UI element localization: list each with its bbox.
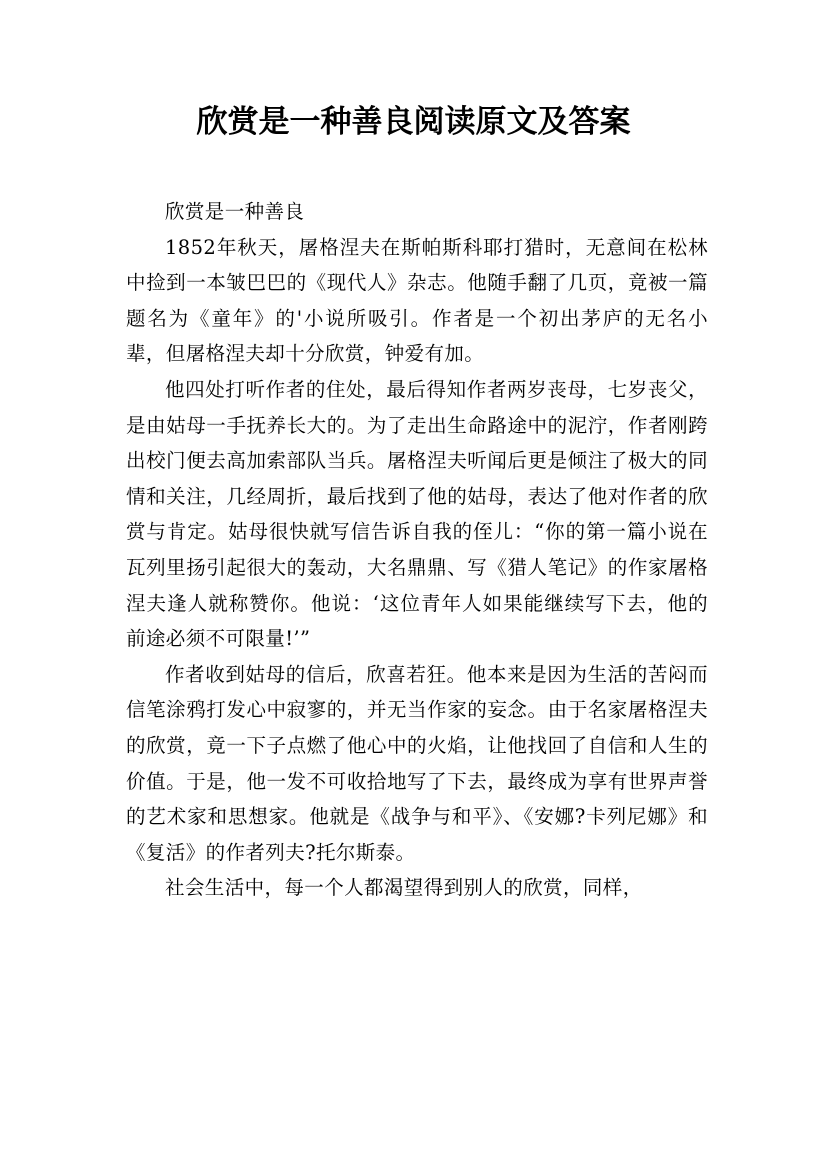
document-body xyxy=(126,194,708,906)
paragraph-subtitle: 欣赏是一种善良 xyxy=(165,200,305,223)
paragraph: 他四处打听作者的住处，最后得知作者两岁丧母，七岁丧父，是由姑母一手抚养长大的。为了走出生命路途中的泥泞，作者刚跨出校门便去高加索部队当兵。屠格涅夫听闻后更是倾注了极大的同情和关注，几经周折，最后找到了他的姑母，表达了他对作者的欣赏与肯定。姑母很快就写信告诉自我的侄儿：“你的第一篇小说在瓦列里扬引起很大的轰动，大名鼎鼎、写《猎人笔记》的作家屠格涅夫逢人就称赞你。他说：‘这位青年人如果能继续写下去，他的前途必须不可限量!’” xyxy=(126,377,708,651)
document-title: 欣赏是一种善良阅读原文及答案 xyxy=(196,104,631,140)
paragraph: 社会生活中，每一个人都渴望得到别人的欣赏，同样， xyxy=(165,876,643,900)
paragraph: 1852年秋天，屠格涅夫在斯帕斯科耶打猎时，无意间在松林中捡到一本皱巴巴的《现代人》杂志。他随手翻了几页，竟被一篇题名为《童年》的'小说所吸引。作者是一个初出茅庐的无名小辈，但屠格涅夫却十分欣赏，钟爱有加。 xyxy=(126,235,708,366)
paragraph: 作者收到姑母的信后，欣喜若狂。他本来是因为生活的苦闷而信笔涂鸦打发心中寂寥的，并无当作家的妄念。由于名家屠格涅夫的欣赏，竟一下子点燃了他心中的火焰，让他找回了自信和人生的价值。于是，他一发不可收拾地写了下去，最终成为享有世界声誉的艺术家和思想家。他就是《战争与和平》、《安娜?卡列尼娜》和《复活》的作者列夫?托尔斯泰。 xyxy=(126,662,708,864)
